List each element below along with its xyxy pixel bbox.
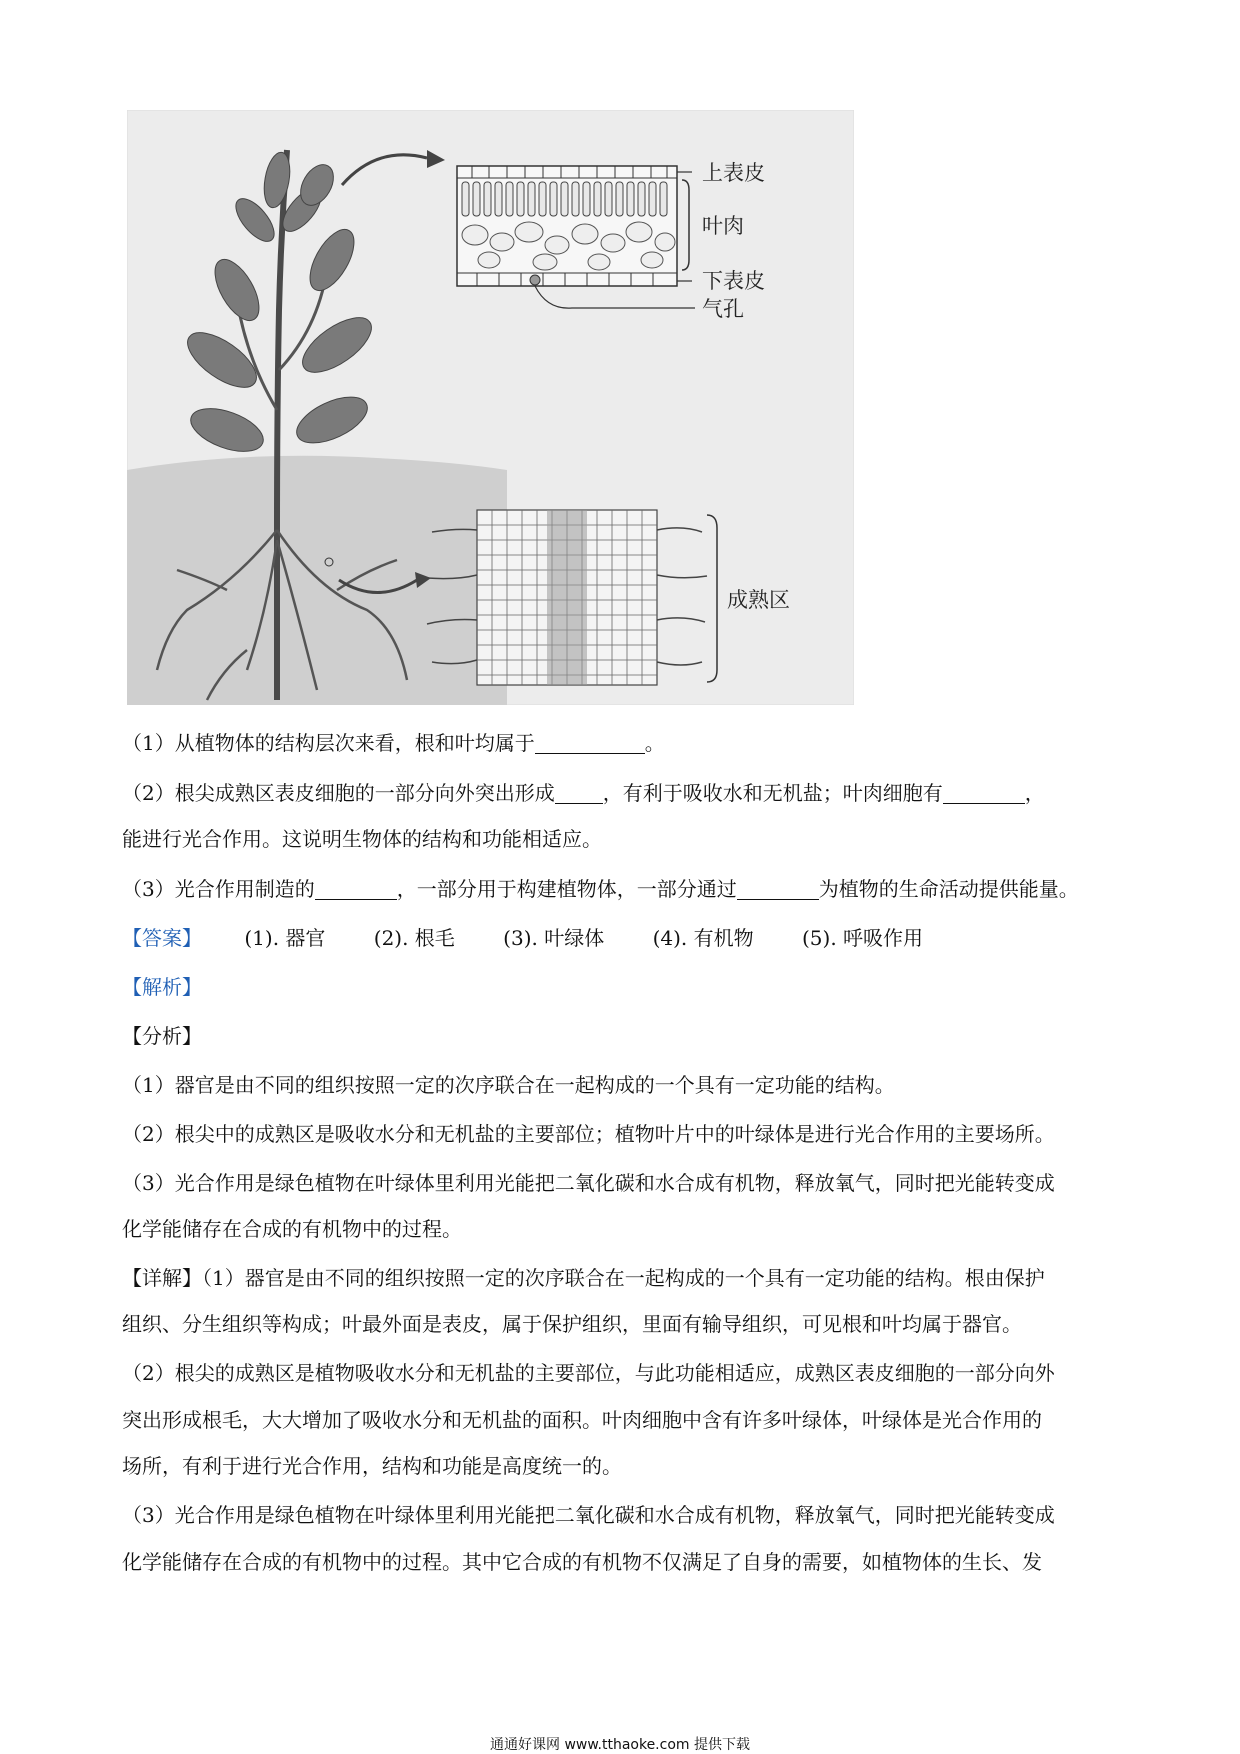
question-3-text: 光合作用制造的 xyxy=(174,877,315,901)
answer-tag: 【答案】 xyxy=(122,926,202,950)
answer-line xyxy=(122,922,965,951)
question-2-blank-1 xyxy=(555,783,603,804)
question-2-continuation: 能进行光合作用。这说明生物体的结构和功能相适应。 xyxy=(122,827,602,851)
xiangjie-tag: 【详解】 xyxy=(122,1266,202,1290)
answer-item-3: (3). 叶绿体 xyxy=(503,926,605,950)
label-upper-epidermis: 上表皮 xyxy=(702,161,765,185)
question-1-blank-1 xyxy=(535,733,645,754)
question-1-number: （1） xyxy=(122,731,175,755)
answer-item-1: (1). 器官 xyxy=(244,926,326,950)
question-2-text: 根尖成熟区表皮细胞的一部分向外突出形成 xyxy=(174,781,555,805)
fenxi-tag: 【分析】 xyxy=(122,1024,202,1048)
question-2: （2）根尖成熟区表皮细胞的一部分向外突出形成 ，有利于吸收水和无机盐；叶肉细胞有 ， xyxy=(122,781,1045,805)
question-3-blank-2 xyxy=(737,879,819,900)
question-3: （3）光合作用制造的 ，一部分用于构建植物体，一部分通过 为植物的生命活动提供能量。 xyxy=(122,877,1079,901)
label-maturation-zone: 成熟区 xyxy=(727,588,790,612)
page-footer: 通通好课网 www.tthaoke.com 提供下载 xyxy=(490,1737,750,1753)
answer-item-5: (5). 呼吸作用 xyxy=(801,926,924,950)
answer-item-2: (2). 根毛 xyxy=(373,926,455,950)
analysis-tag: 【解析】 xyxy=(122,975,202,999)
label-lower-epidermis: 下表皮 xyxy=(702,269,765,293)
fenxi-line-3a: （3）光合作用是绿色植物在叶绿体里利用光能把二氧化碳和水合成有机物，释放氧气，同时把光能转变成 xyxy=(122,1171,1055,1195)
xiangjie-p3a: （3）光合作用是绿色植物在叶绿体里利用光能把二氧化碳和水合成有机物，释放氧气，同时把光能转变成 xyxy=(122,1503,1055,1527)
question-2-number: （2） xyxy=(122,781,175,805)
soil-region xyxy=(127,456,507,705)
answer-item-4: (4). 有机物 xyxy=(652,926,754,950)
xiangjie-p3b: 化学能储存在合成的有机物中的过程。其中它合成的有机物不仅满足了自身的需要，如植物体的生长、发 xyxy=(122,1550,1042,1574)
xiangjie-p1a: 【详解】（1）器官是由不同的组织按照一定的次序联合在一起构成的一个具有一定功能的结构。根由保护 xyxy=(122,1266,1045,1290)
fenxi-line-2: （2）根尖中的成熟区是吸收水分和无机盐的主要部位；植物叶片中的叶绿体是进行光合作用的主要场所。 xyxy=(122,1122,1055,1146)
question-3-number: （3） xyxy=(122,877,175,901)
question-1: （1）从植物体的结构层次来看，根和叶均属于 。 xyxy=(122,731,665,755)
plant-diagram-svg xyxy=(127,110,854,705)
question-3-blank-1 xyxy=(315,879,397,900)
fenxi-line-1: （1）器官是由不同的组织按照一定的次序联合在一起构成的一个具有一定功能的结构。 xyxy=(122,1073,895,1097)
fenxi-line-3b: 化学能储存在合成的有机物中的过程。 xyxy=(122,1217,462,1241)
label-mesophyll: 叶肉 xyxy=(702,214,744,238)
root-vascular-core xyxy=(547,510,587,685)
xiangjie-p2b: 突出形成根毛，大大增加了吸收水分和无机盐的面积。叶肉细胞中含有许多叶绿体，叶绿体是光合作用的 xyxy=(122,1408,1042,1432)
stoma-cell xyxy=(530,275,540,285)
xiangjie-p2c: 场所，有利于进行光合作用，结构和功能是高度统一的。 xyxy=(122,1454,622,1478)
xiangjie-p2a: （2）根尖的成熟区是植物吸收水分和无机盐的主要部位，与此功能相适应，成熟区表皮细胞的一部分向外 xyxy=(122,1361,1055,1385)
xiangjie-p1b: 组织、分生组织等构成；叶最外面是表皮，属于保护组织，里面有输导组织，可见根和叶均属于器官。 xyxy=(122,1312,1022,1336)
question-2-blank-2 xyxy=(943,783,1025,804)
question-1-text: 从植物体的结构层次来看，根和叶均属于 xyxy=(174,731,535,755)
plant-structure-figure xyxy=(127,110,854,705)
label-stoma: 气孔 xyxy=(702,297,744,321)
